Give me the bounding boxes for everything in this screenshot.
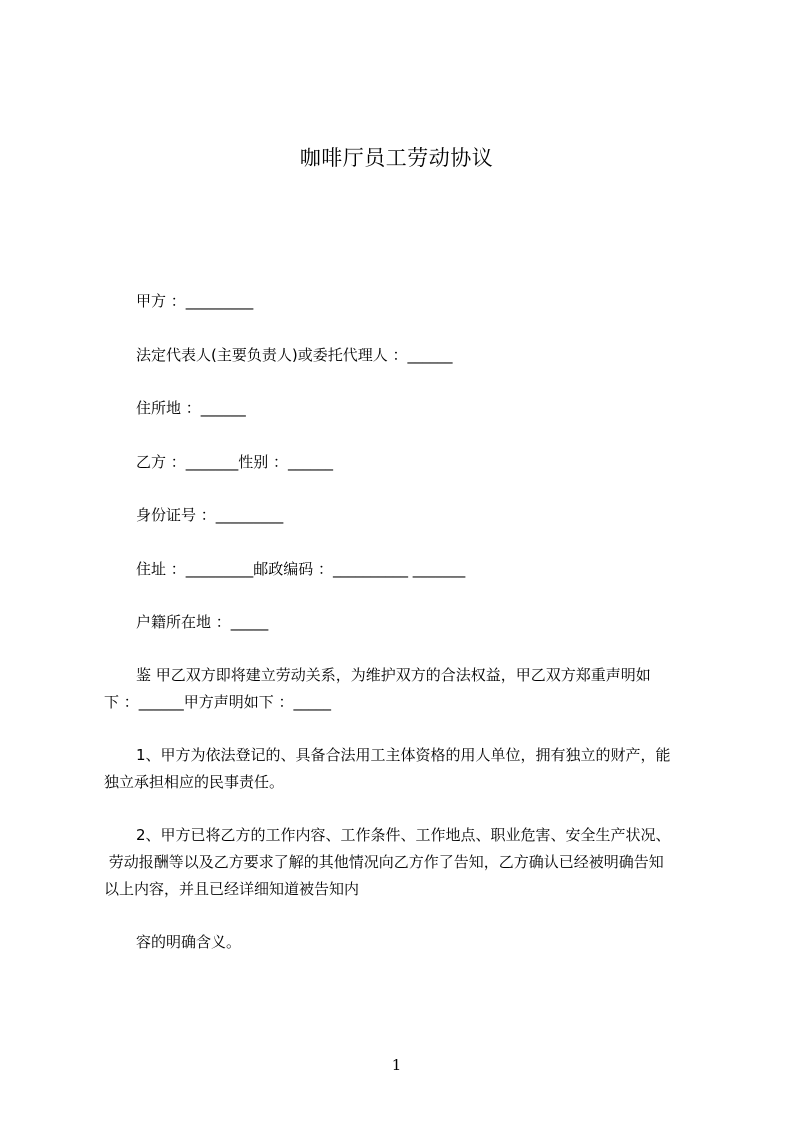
clause-2-line-2: 劳动报酬等以及乙方要求了解的其他情况向乙方作了告知，乙方确认已经被明确告知 xyxy=(104,853,664,871)
residence-field: 住所地 ：______ xyxy=(136,399,246,417)
household-registration-field: 户籍所在地 ：_____ xyxy=(136,613,269,631)
legal-representative-field: 法定代表人(主要负责人)或委托代理人 ：______ xyxy=(136,346,453,364)
page-number: 1 xyxy=(391,1056,402,1074)
clause-1-line-1: 1、甲方为依法登记的、具备合法用工主体资格的用人单位，拥有独立的财产，能 xyxy=(136,746,671,764)
clause-1-line-2: 独立承担相应的民事责任。 xyxy=(104,773,285,791)
clause-2-line-3: 以上内容，并且已经详细知道被告知内 xyxy=(104,880,360,898)
address-postcode-field: 住址 ：_________邮政编码 ：__________ _______ xyxy=(136,560,466,578)
party-a-field: 甲方 ：_________ xyxy=(136,292,254,310)
clause-2-line-4: 容的明确含义。 xyxy=(136,933,242,951)
document-title: 咖啡厅员工劳动协议 xyxy=(299,146,494,170)
preamble-line-2: 下 ：______甲方声明如下 ：_____ xyxy=(104,693,332,711)
party-b-gender-field: 乙方 ：_______性别 ：______ xyxy=(136,453,334,471)
preamble-line-1: 鉴 甲乙双方即将建立劳动关系，为维护双方的合法权益，甲乙双方郑重声明如 xyxy=(136,666,651,684)
id-number-field: 身份证号 ：_________ xyxy=(136,506,284,524)
clause-2-line-1: 2、甲方已将乙方的工作内容、工作条件、工作地点、职业危害、安全生产状况、 xyxy=(136,826,671,844)
